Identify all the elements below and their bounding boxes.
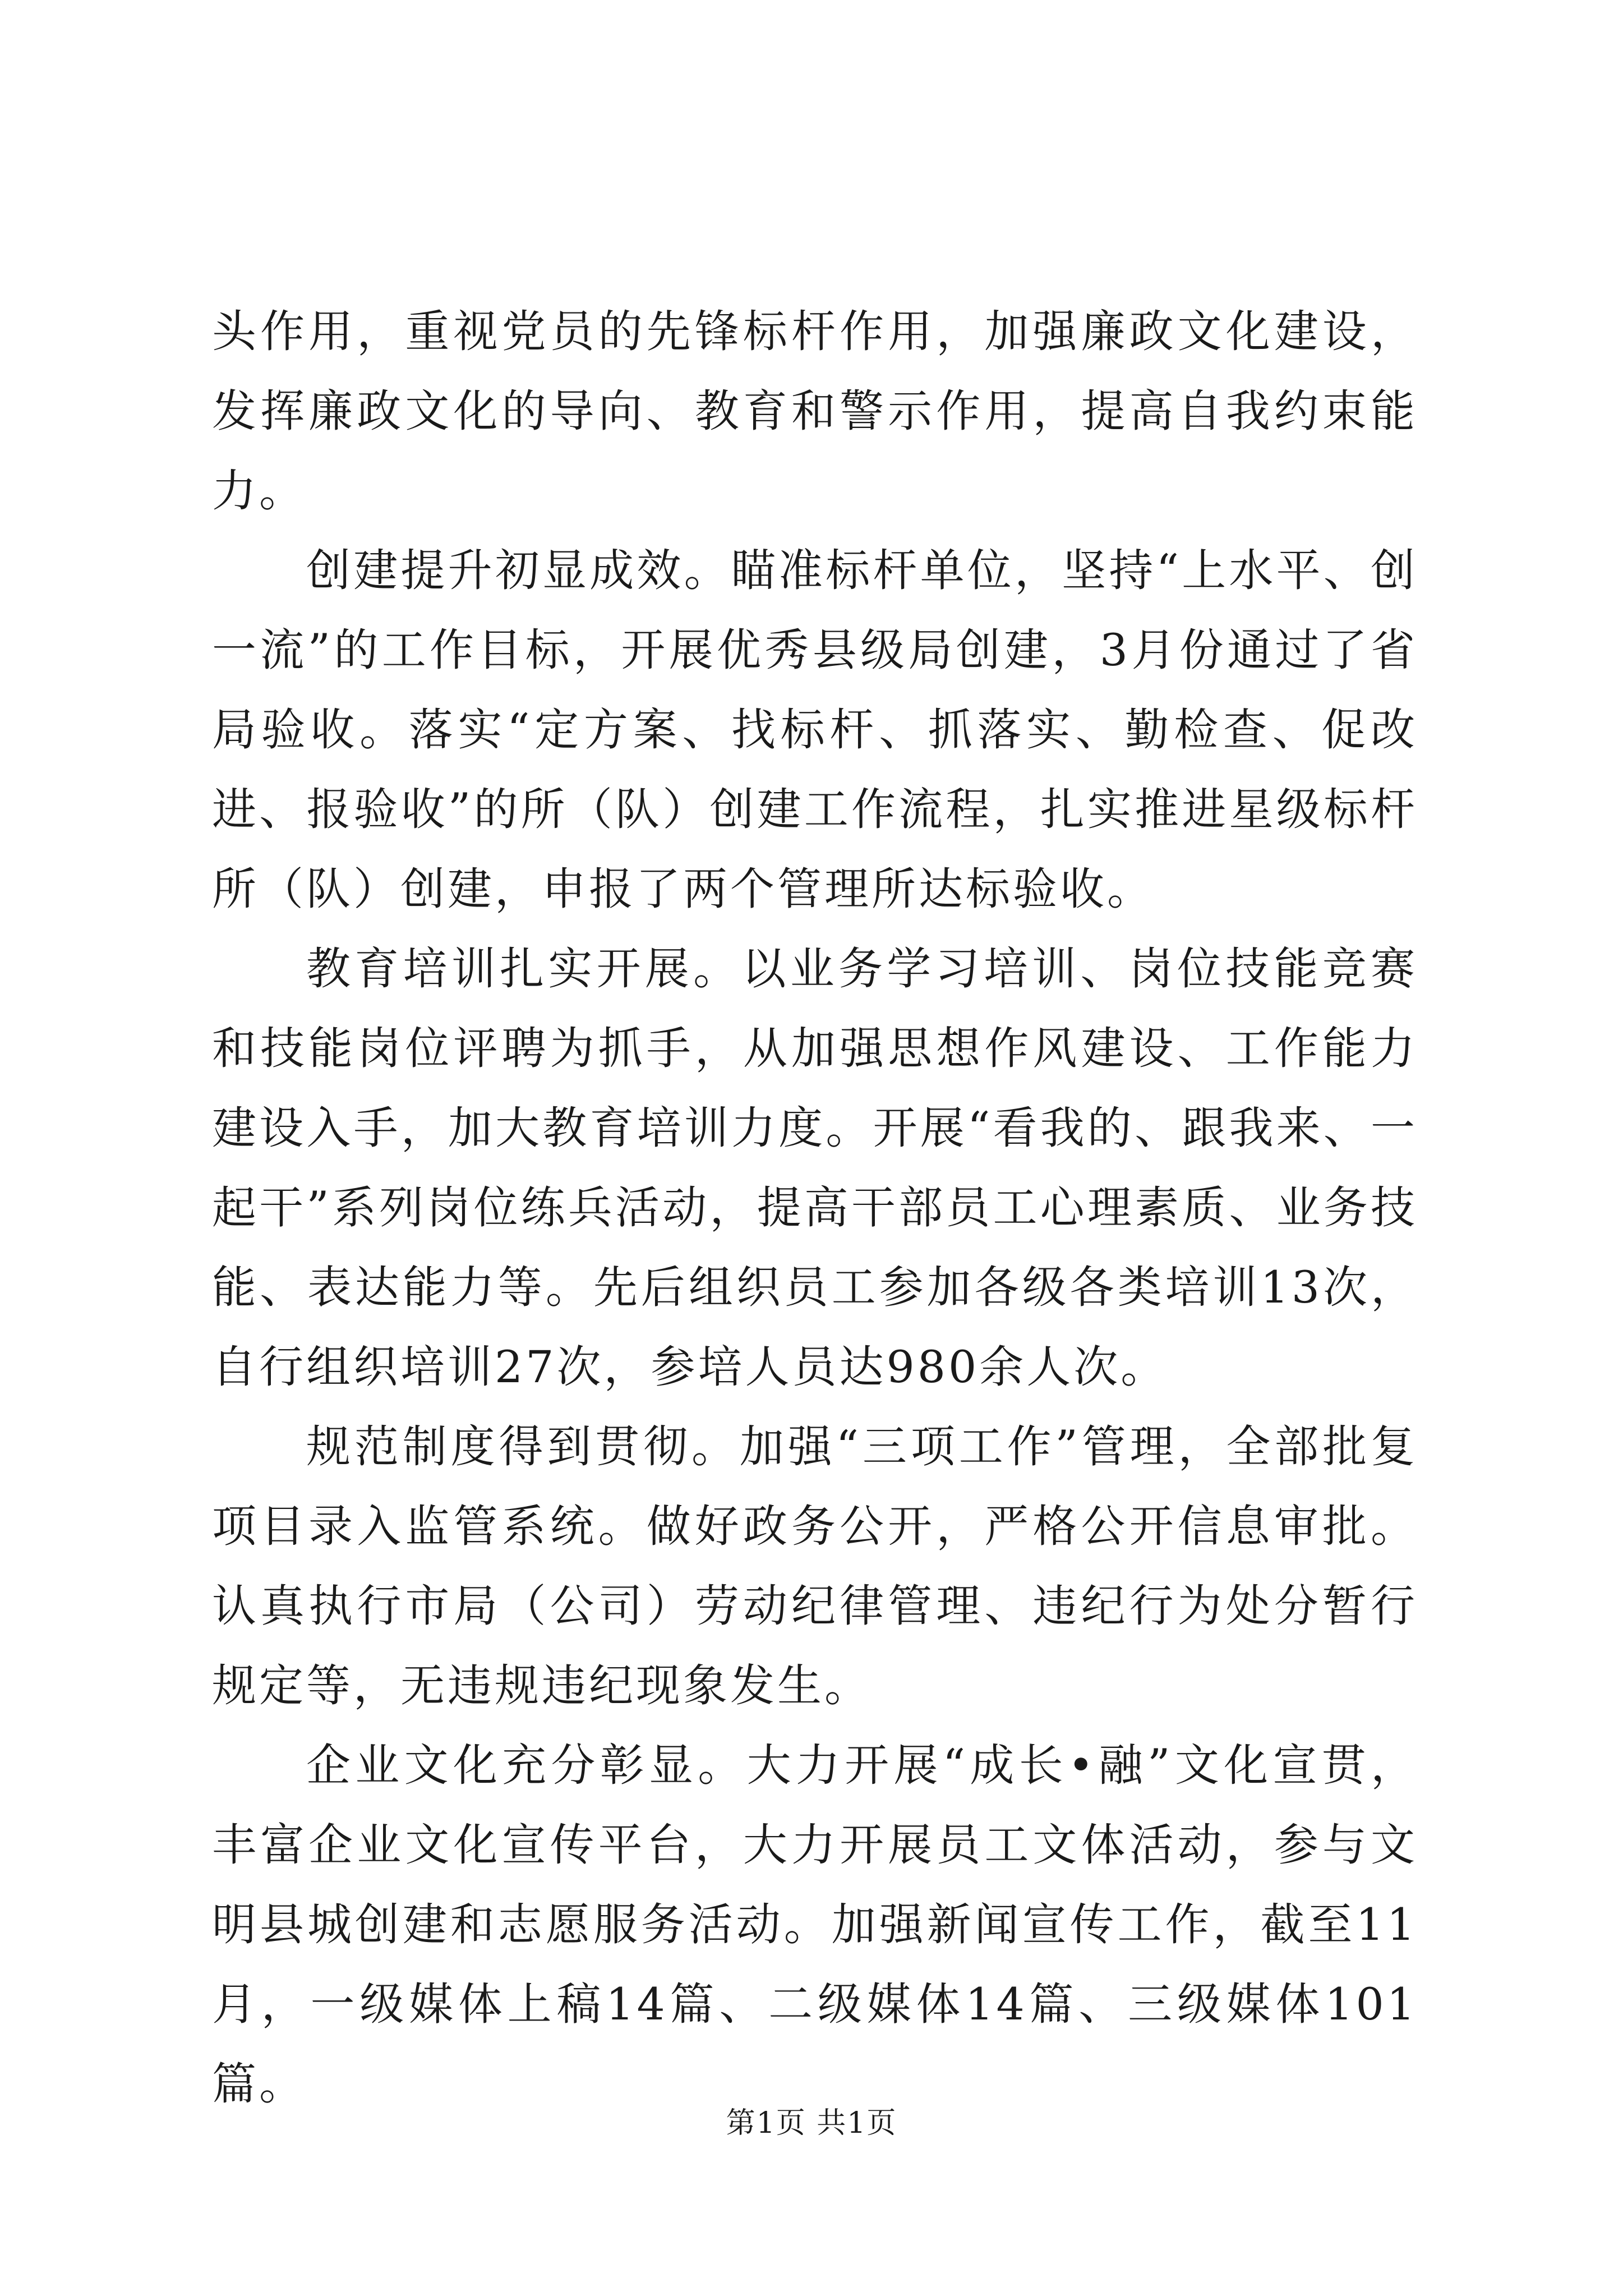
paragraph: 教育培训扎实开展。以业务学习培训、岗位技能竞赛和技能岗位评聘为抓手，从加强思想作风建设、工作能力建设入手，加大教育培训力度。开展“看我的、跟我来、一起干”系列岗位练兵活动，提高干部员工心理素质、业务技能、表达能力等。先后组织员工参加各级各类培训13次，自行组织培训27次，参培人员达980余人次。: [212, 943, 1418, 1393]
document-body: [212, 292, 1418, 2124]
paragraph: 头作用，重视党员的先锋标杆作用，加强廉政文化建设，发挥廉政文化的导向、教育和警示作用，提高自我约束能力。: [212, 306, 1418, 517]
page-footer: 第1页 共1页: [726, 2106, 897, 2140]
paragraph: 企业文化充分彰显。大力开展“成长•融”文化宣贯，丰富企业文化宣传平台，大力开展员工文体活动，参与文明县城创建和志愿服务活动。加强新闻宣传工作，截至11月，一级媒体上稿14篇、二级媒体14篇、三级媒体101篇。: [212, 1740, 1418, 2110]
paragraph: 规范制度得到贯彻。加强“三项工作”管理，全部批复项目录入监管系统。做好政务公开，严格公开信息审批。认真执行市局（公司）劳动纪律管理、违纪行为处分暂行规定等，无违规违纪现象发生。: [212, 1421, 1418, 1711]
paragraph: 创建提升初显成效。瞄准标杆单位，坚持“上水平、创一流”的工作目标，开展优秀县级局创建，3月份通过了省局验收。落实“定方案、找标杆、抓落实、勤检查、促改进、报验收”的所（队）创建工作流程，扎实推进星级标杆所（队）创建，申报了两个管理所达标验收。: [212, 545, 1418, 915]
